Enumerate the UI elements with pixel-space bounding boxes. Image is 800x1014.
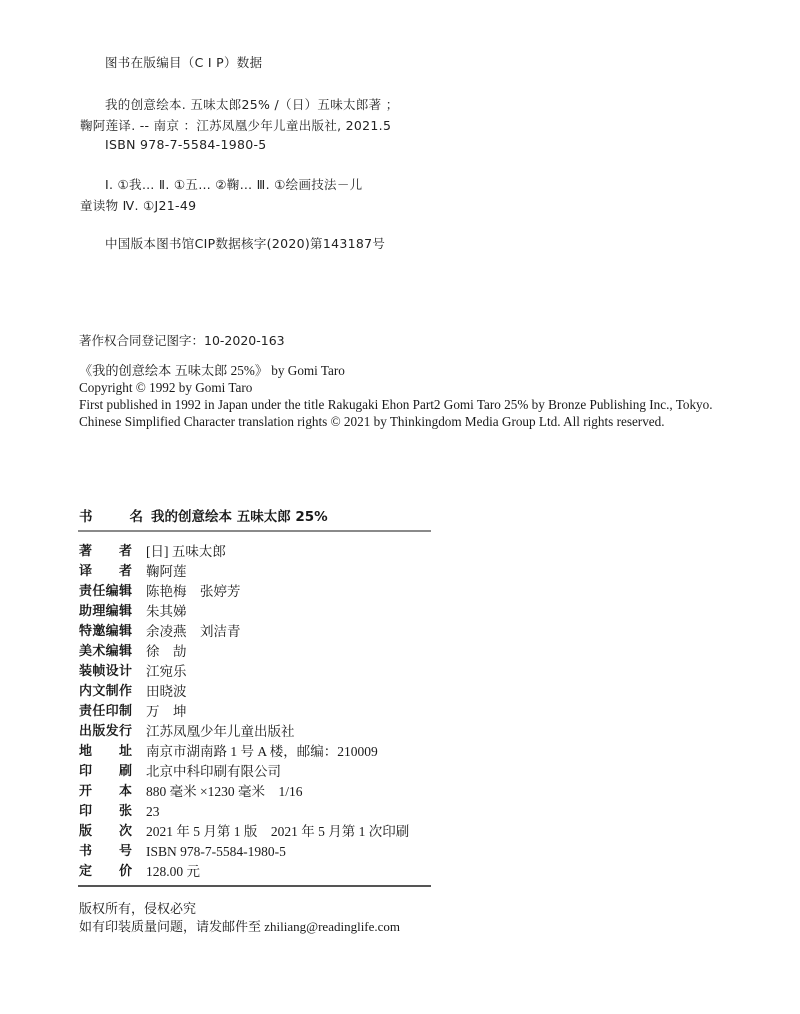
credit-value: 北京中科印刷有限公司 [146,764,281,779]
credit-label: 译者 [79,564,132,579]
credit-row-cover-design [79,662,409,682]
credit-label: 印刷 [79,764,132,779]
cip-line-3: ISBN 978-7-5584-1980-5 [105,137,267,152]
credit-value: 朱其娣 [146,604,187,619]
rights-line-4: Chinese Simplified Character translation rights © 2021 by Thinkingdom Media Group Ltd. All rights reserved. [79,414,665,429]
credit-row-assistant-editor [79,602,409,622]
credit-row-printer [79,762,409,782]
credit-label: 地址 [79,744,132,759]
cip-line-5: 童读物 Ⅳ. ①J21-49 [80,198,197,213]
credit-value: 江苏凤凰少年儿童出版社 [146,724,295,739]
credit-row-isbn [79,842,409,862]
credit-row-translator [79,562,409,582]
book-name-label: 书名 [79,509,143,525]
credit-label: 内文制作 [79,684,132,699]
credit-value: 128.00 元 [146,864,200,879]
credit-value: 南京市湖南路 1 号 A 楼，邮编：210009 [146,744,378,759]
credit-row-print-supervisor [79,702,409,722]
rights-line-3: First published in 1992 in Japan under the title Rakugaki Ehon Part2 Gomi Taro 25% by Bronze Publishing Inc., Tokyo. [79,397,713,412]
credit-row-author [79,542,409,562]
credit-value: 880 毫米 ×1230 毫米 1/16 [146,784,303,799]
credit-row-guest-editor [79,622,409,642]
credit-value: 徐 劼 [146,644,187,659]
credit-value: 2021 年 5 月第 1 版 2021 年 5 月第 1 次印刷 [146,824,410,839]
credit-label: 美术编辑 [79,644,132,659]
credit-row-price [79,862,409,882]
credit-row-art-editor [79,642,409,662]
credit-value: 万 坤 [146,704,187,719]
all-rights-reserved: 版权所有，侵权必究 [79,901,197,916]
credit-value: 田晓波 [146,684,187,699]
credit-row-sheets [79,802,409,822]
credit-row-publisher [79,722,409,742]
credit-row-responsible-editor [79,582,409,602]
credit-value: 余凌燕 刘洁青 [146,624,241,639]
credit-value: ISBN 978-7-5584-1980-5 [146,844,286,859]
divider-bottom [78,885,431,887]
credit-label: 责任编辑 [79,584,132,599]
credit-row-format [79,782,409,802]
quality-contact: 如有印装质量问题，请发邮件至 zhiliang@readinglife.com [79,919,401,934]
credit-value: 23 [146,804,160,819]
credit-label: 助理编辑 [79,604,132,619]
credit-value: 陈艳梅 张婷芳 [146,584,241,599]
credit-label: 装帧设计 [79,664,132,679]
cip-line-4: Ⅰ. ①我… Ⅱ. ①五… ②鞠… Ⅲ. ①绘画技法－儿 [105,177,363,192]
credit-label: 印张 [79,804,132,819]
credit-row-edition [79,822,409,842]
credit-label: 版次 [79,824,132,839]
divider-top [78,530,431,532]
credit-row-address [79,742,409,762]
credit-label: 书号 [79,844,132,859]
credit-value: 江宛乐 [146,664,187,679]
credit-value: [日] 五味太郎 [146,544,226,559]
credit-row-typesetting [79,682,409,702]
cip-title: 图书在版编目（C I P）数据 [105,55,263,70]
cip-line-1: 我的创意绘本. 五味太郎25% /（日）五味太郎著 ； [105,97,399,112]
credits-list [79,542,409,882]
book-name-value: 我的创意绘本 五味太郎 25% [151,509,328,525]
credit-label: 特邀编辑 [79,624,132,639]
rights-line-1: 《我的创意绘本 五味太郎 25%》 by Gomi Taro [79,363,345,378]
credit-value: 鞠阿莲 [146,564,187,579]
credit-label: 开本 [79,784,132,799]
credit-label: 责任印制 [79,704,132,719]
credit-label: 定价 [79,864,132,879]
credit-label: 出版发行 [79,724,132,739]
copyright-registration: 著作权合同登记图字：10-2020-163 [79,333,285,348]
cip-line-6: 中国版本图书馆CIP数据核字(2020)第143187号 [105,236,386,251]
rights-line-2: Copyright © 1992 by Gomi Taro [79,380,253,395]
book-name-row [79,505,328,525]
cip-line-2: 鞠阿莲译. -- 南京 ：江苏凤凰少年儿童出版社, 2021.5 [80,118,392,133]
credit-label: 著者 [79,544,132,559]
